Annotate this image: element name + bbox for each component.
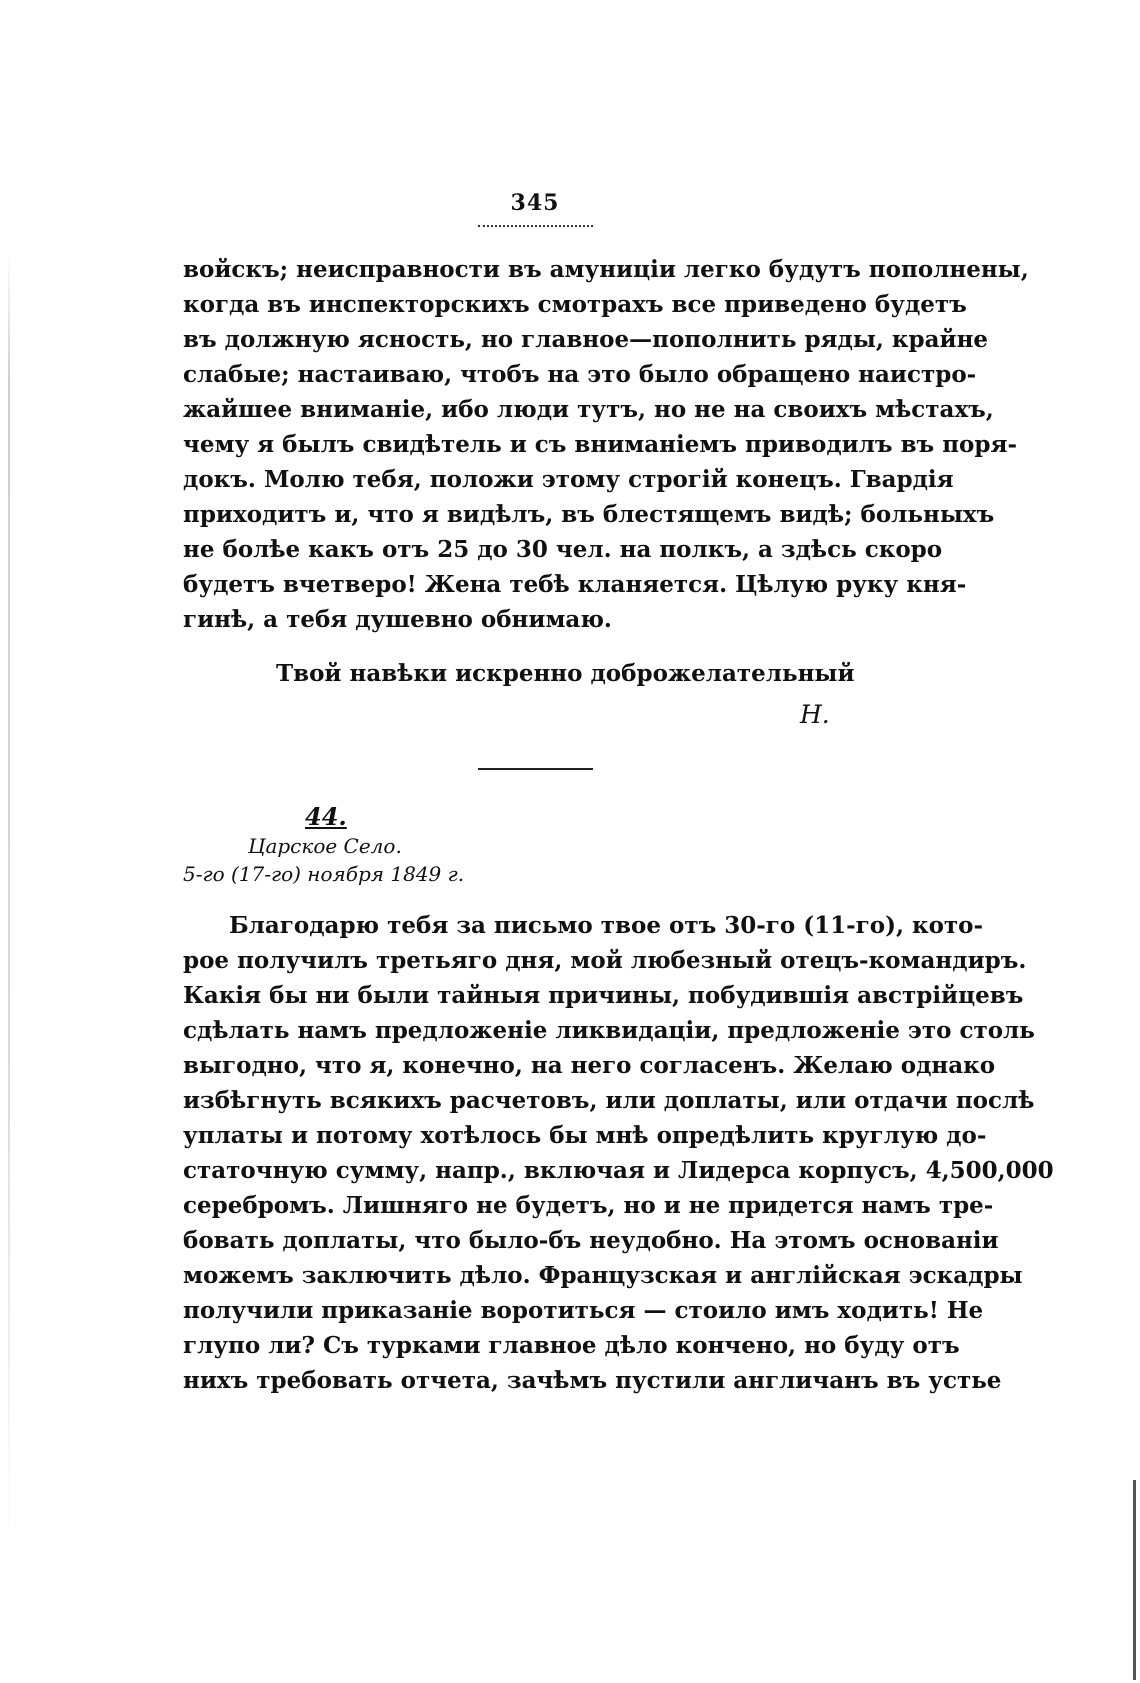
text-line: статочную сумму, напр., включая и Лидерса корпусъ, 4,500,000 <box>183 1157 1054 1184</box>
letter-end-body <box>183 252 1029 637</box>
section-separator <box>478 768 593 770</box>
text-line: избѣгнуть всякихъ расчетовъ, или доплаты, или отдачи послѣ <box>183 1087 1035 1114</box>
text-line: не болѣе какъ отъ 25 до 30 чел. на полкъ, а здѣсь скоро <box>183 536 943 563</box>
text-line: слабые; настаиваю, чтобъ на это было обращено наистро- <box>183 361 977 388</box>
letter-number: 44. <box>305 802 347 831</box>
page-number: 345 <box>510 190 560 216</box>
text-line: докъ. Молю тебя, положи этому строгій конецъ. Гвардія <box>183 466 954 493</box>
closing-phrase: Твой навѣки искренно доброжелательный <box>276 660 855 687</box>
text-line: Благодарю тебя за письмо твое отъ 30-го (11-го), кото- <box>229 912 984 939</box>
text-line: глупо ли? Съ турками главное дѣло кончено, но буду отъ <box>183 1332 960 1359</box>
text-line: когда въ инспекторскихъ смотрахъ все приведено будетъ <box>183 291 967 318</box>
scan-edge-left <box>8 250 10 1550</box>
text-line: будетъ вчетверо! Жена тебѣ кланяется. Цѣлую руку кня- <box>183 571 967 598</box>
text-line: бовать доплаты, что было-бъ неудобно. На этомъ основаніи <box>183 1227 999 1254</box>
text-line: рое получилъ третьяго дня, мой любезный отецъ-командиръ. <box>183 947 1027 974</box>
letter-44-body <box>183 908 1054 1398</box>
text-line: серебромъ. Лишняго не будетъ, но и не придется намъ тре- <box>183 1192 994 1219</box>
text-line: жайшее вниманіе, ибо люди тутъ, но не на своихъ мѣстахъ, <box>183 396 994 423</box>
text-line: чему я былъ свидѣтель и съ вниманіемъ приводилъ въ поря- <box>183 431 1017 458</box>
letter-date: 5-го (17-го) ноября 1849 г. <box>183 862 465 886</box>
text-line: нихъ требовать отчета, зачѣмъ пустили англичанъ въ устье <box>183 1367 1002 1394</box>
scan-edge-right <box>1133 1480 1136 1680</box>
page-number-rule <box>478 222 593 227</box>
text-line: войскъ; неисправности въ амуниціи легко будутъ пополнены, <box>183 256 1029 283</box>
text-line: можемъ заключить дѣло. Французская и англійская эскадры <box>183 1262 1023 1289</box>
text-line: въ должную ясность, но главное—пополнить ряды, крайне <box>183 326 989 353</box>
text-line: приходитъ и, что я видѣлъ, въ блестящемъ видѣ; больныхъ <box>183 501 995 528</box>
signature: Н. <box>800 700 830 729</box>
letter-place: Царское Село. <box>248 834 402 858</box>
text-line: сдѣлать намъ предложеніе ликвидаціи, предложеніе это столь <box>183 1017 1035 1044</box>
text-line: получили приказаніе воротиться — стоило имъ ходить! Не <box>183 1297 984 1324</box>
text-line: Какія бы ни были тайныя причины, побудившія австрійцевъ <box>183 982 1024 1009</box>
text-line: уплаты и потому хотѣлось бы мнѣ опредѣлить круглую до- <box>183 1122 987 1149</box>
text-line: выгодно, что я, конечно, на него согласенъ. Желаю однако <box>183 1052 996 1079</box>
text-line: гинѣ, а тебя душевно обнимаю. <box>183 606 612 633</box>
